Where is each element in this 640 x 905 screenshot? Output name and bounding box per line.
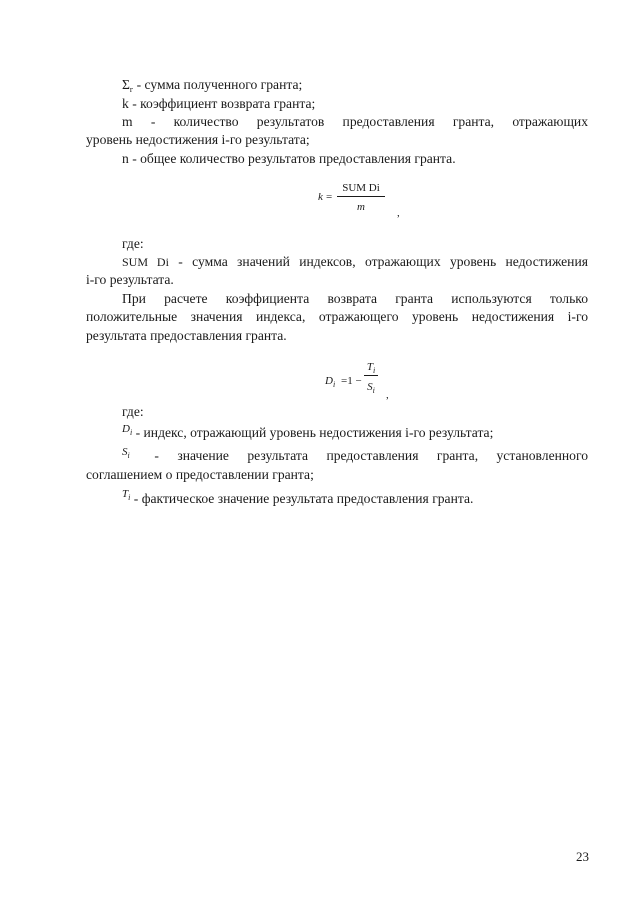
definition-m-line2: уровень недостижения i-го результата;: [86, 132, 310, 147]
formula-d-fraction-bar: [364, 375, 378, 376]
formula-d-denominator: $S_i$: [367, 381, 375, 395]
sum-di-label: SUM Di: [122, 255, 169, 269]
d-text: - индекс, отражающий уровень недостижения i-го результата;: [135, 425, 494, 440]
definition-t: [122, 490, 473, 513]
formula-k-lhs: k: [318, 191, 323, 203]
paragraph-line3: результата предоставления гранта.: [86, 328, 287, 343]
formula-d-lhs: $D_i$: [325, 375, 336, 389]
sigma-text: - сумма полученного гранта;: [136, 77, 303, 92]
definition-m-line1: m - количество результатов предоставления гранта, отражающих: [122, 114, 588, 129]
definition-n: n - общее количество результатов предоставления гранта.: [122, 151, 456, 166]
s-text: - значение результата предоставления гранта, установленного: [154, 448, 588, 463]
sum-di-line2: i-го результата.: [86, 272, 174, 287]
formula-k-fraction-bar: [337, 196, 385, 197]
formula-k-numerator: SUM Di: [342, 182, 380, 194]
t-text: - фактическое значение результата предоставления гранта.: [133, 491, 474, 506]
sum-di-line1: [122, 253, 588, 271]
paragraph-line1: При расчете коэффициента возврата гранта используются только: [122, 291, 588, 306]
s-symbol: $S_i$: [122, 447, 130, 460]
where-label-2: где:: [122, 404, 144, 419]
sum-di-text: - сумма значений индексов, отражающих уровень недостижения: [178, 254, 588, 269]
sigma-symbol: Σ: [122, 77, 130, 92]
formula-d-comma: ,: [386, 389, 389, 401]
formula-k-equals: =: [326, 191, 333, 203]
page-number: 23: [576, 849, 589, 864]
formula-k-comma: ,: [397, 207, 400, 219]
definition-s-line2: соглашением о предоставлении гранта;: [86, 467, 314, 482]
formula-k-denominator: m: [357, 201, 365, 213]
t-symbol: Ti: [122, 488, 131, 502]
paragraph-line2: положительные значения индекса, отражающего уровень недостижения i-го: [86, 309, 588, 324]
formula-d-equals-one-minus: =1 −: [341, 375, 362, 387]
sigma-subscript: г: [129, 85, 134, 94]
where-label-1: где:: [122, 236, 144, 251]
d-symbol: Di: [122, 423, 133, 437]
definition-d: [122, 424, 493, 447]
formula-d-numerator: $T_i$: [366, 361, 376, 375]
definition-k: k - коэффициент возврата гранта;: [122, 96, 316, 111]
